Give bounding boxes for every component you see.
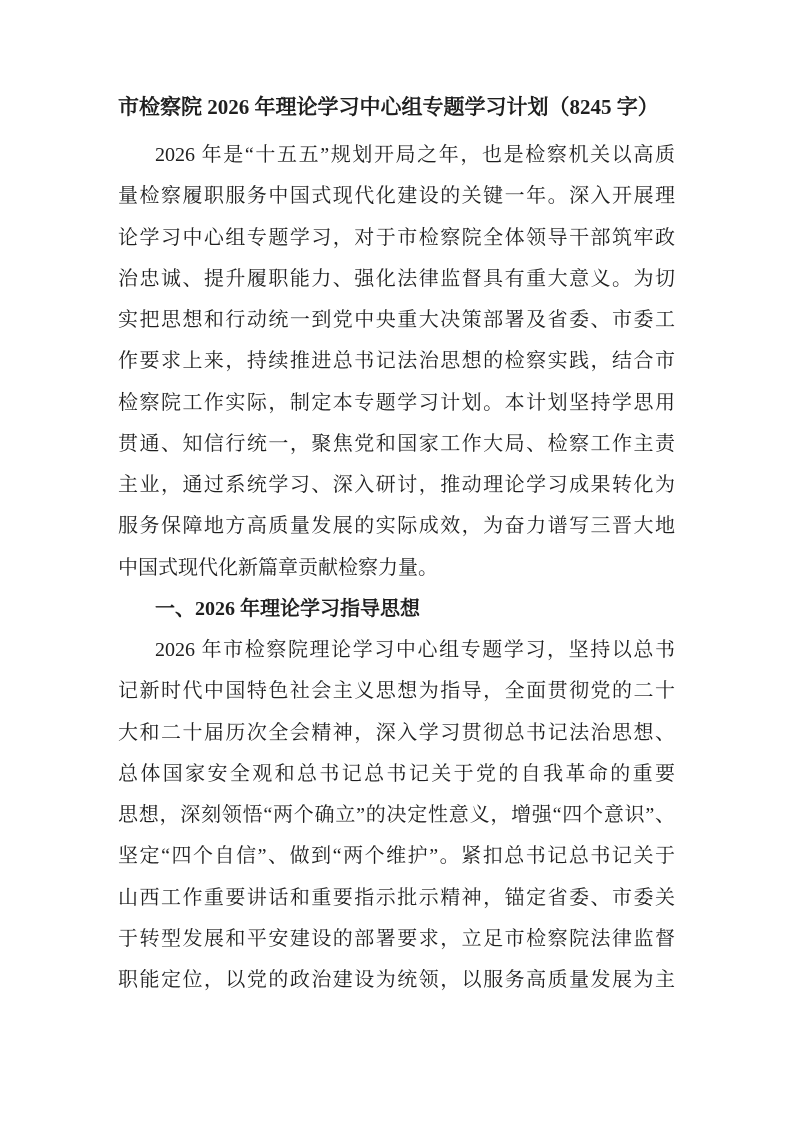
text-line: 思想，深刻领悟“两个确立”的决定性意义，增强“四个意识”、 bbox=[118, 804, 675, 826]
text-line: 作要求上来，持续推进总书记法治思想的检察实践，结合市 bbox=[118, 350, 675, 373]
text-line: 2026 年市检察院理论学习中心组专题学习，坚持以总书 bbox=[155, 639, 675, 661]
text-line: 山西工作重要讲话和重要指示批示精神，锚定省委、市委关 bbox=[118, 886, 675, 909]
text-line: 大和二十届历次全会精神，深入学习贯彻总书记法治思想、 bbox=[118, 721, 675, 744]
paragraph-intro bbox=[118, 135, 675, 589]
text-line: 中国式现代化新篇章贡献检察力量。 bbox=[118, 556, 438, 579]
text-line: 贯通、知信行统一，聚焦党和国家工作大局、检察工作主责 bbox=[118, 432, 675, 455]
text-line: 治忠诚、提升履职能力、强化法律监督具有重大意义。为切 bbox=[118, 267, 675, 290]
text-line: 主业，通过系统学习、深入研讨，推动理论学习成果转化为 bbox=[118, 474, 675, 496]
text-line: 坚定“四个自信”、做到“两个维护”。紧扣总书记总书记关于 bbox=[118, 845, 675, 868]
text-line: 于转型发展和平安建设的部署要求，立足市检察院法律监督 bbox=[118, 927, 675, 950]
document-content bbox=[118, 86, 675, 1001]
text-line: 2026 年是“十五五”规划开局之年，也是检察机关以高质 bbox=[155, 144, 675, 166]
text-line: 实把思想和行动统一到党中央重大决策部署及省委、市委工 bbox=[118, 309, 675, 331]
paragraph-section1 bbox=[118, 630, 675, 1001]
text-line: 论学习中心组专题学习，对于市检察院全体领导干部筑牢政 bbox=[118, 226, 675, 249]
section-heading-1: 一、2026 年理论学习指导思想 bbox=[155, 597, 420, 620]
document-title: 市检察院 2026 年理论学习中心组专题学习计划（8245 字） bbox=[118, 95, 659, 119]
text-line: 总体国家安全观和总书记总书记关于党的自我革命的重要 bbox=[118, 762, 675, 785]
text-line: 量检察履职服务中国式现代化建设的关键一年。深入开展理 bbox=[118, 185, 675, 208]
text-line: 记新时代中国特色社会主义思想为指导，全面贯彻党的二十 bbox=[118, 680, 675, 703]
text-line: 检察院工作实际，制定本专题学习计划。本计划坚持学思用 bbox=[118, 391, 675, 414]
text-line: 职能定位，以党的政治建设为统领，以服务高质量发展为主 bbox=[118, 969, 675, 991]
text-line: 服务保障地方高质量发展的实际成效，为奋力谱写三晋大地 bbox=[118, 515, 675, 538]
